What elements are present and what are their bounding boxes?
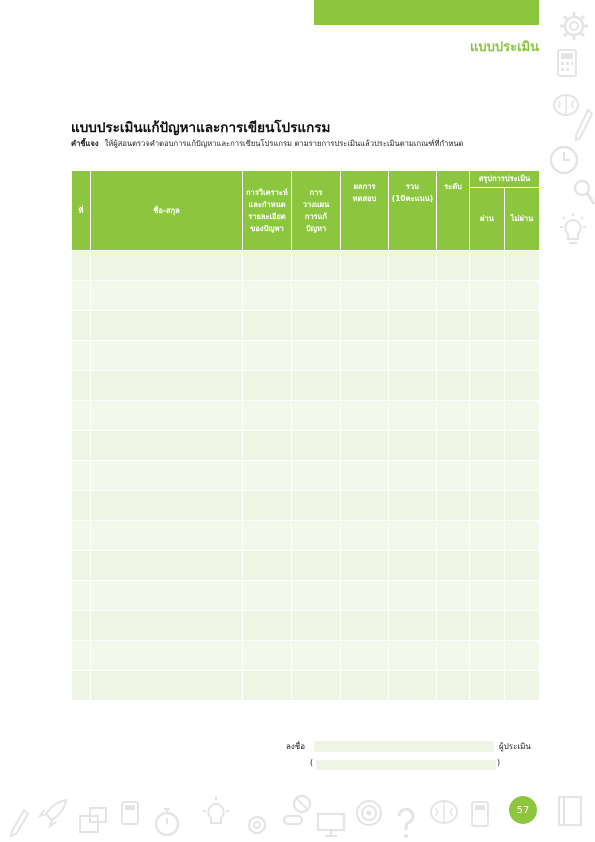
header-total: รวม (10คะแนน) <box>389 171 437 251</box>
table-cell[interactable] <box>72 671 91 701</box>
table-row <box>72 311 540 341</box>
table-cell[interactable] <box>341 521 389 551</box>
table-cell[interactable] <box>505 671 540 701</box>
gear-icon <box>244 812 270 838</box>
table-cell[interactable] <box>91 431 243 461</box>
table-row <box>72 671 540 701</box>
table-cell[interactable] <box>243 251 292 281</box>
table-cell[interactable] <box>437 461 470 491</box>
calculator-icon <box>470 800 490 828</box>
table-cell[interactable] <box>437 431 470 461</box>
table-cell[interactable] <box>292 551 341 581</box>
table-row <box>72 551 540 581</box>
table-cell[interactable] <box>470 581 505 611</box>
table-cell[interactable] <box>91 251 243 281</box>
table-cell[interactable] <box>91 491 243 521</box>
table-cell[interactable] <box>470 671 505 701</box>
table-row <box>72 641 540 671</box>
table-row <box>72 251 540 281</box>
header-planning: การ วางแผน การแก้ ปัญหา <box>292 171 341 251</box>
header-pass: ผ่าน <box>470 188 505 251</box>
table-cell[interactable] <box>437 281 470 311</box>
table-cell[interactable] <box>437 371 470 401</box>
table-cell[interactable] <box>91 641 243 671</box>
table-cell[interactable] <box>505 611 540 641</box>
table-cell[interactable] <box>505 401 540 431</box>
table-cell[interactable] <box>437 671 470 701</box>
table-cell[interactable] <box>72 251 91 281</box>
table-cell[interactable] <box>437 521 470 551</box>
signature-label: ลงชื่อ <box>286 742 306 751</box>
section-label: แบบประเมิน <box>470 40 539 55</box>
table-cell[interactable] <box>243 551 292 581</box>
table-row <box>72 281 540 311</box>
table-body <box>72 251 540 701</box>
table-cell[interactable] <box>292 251 341 281</box>
table-row <box>72 401 540 431</box>
stopwatch-icon <box>152 806 182 838</box>
table-cell[interactable] <box>470 371 505 401</box>
table-cell[interactable] <box>243 311 292 341</box>
table-cell[interactable] <box>341 611 389 641</box>
table-row <box>72 491 540 521</box>
table-cell[interactable] <box>243 341 292 371</box>
table-cell[interactable] <box>470 341 505 371</box>
printed-name-line <box>0 758 595 772</box>
signature-line <box>0 740 595 754</box>
evaluator-role-label: ผู้ประเมิน <box>499 742 531 751</box>
table-cell[interactable] <box>437 341 470 371</box>
table-row <box>72 371 540 401</box>
table-cell[interactable] <box>72 311 91 341</box>
table-cell[interactable] <box>243 371 292 401</box>
table-cell[interactable] <box>341 251 389 281</box>
page-title: แบบประเมินแก้ปัญหาและการเขียนโปรแกรม <box>71 120 331 136</box>
table-cell[interactable] <box>437 551 470 581</box>
table-cell[interactable] <box>72 341 91 371</box>
table-cell[interactable] <box>243 611 292 641</box>
table-cell[interactable] <box>341 551 389 581</box>
paren-open: ( <box>310 758 314 767</box>
printed-name-field[interactable] <box>316 760 496 770</box>
table-cell[interactable] <box>243 581 292 611</box>
table-cell[interactable] <box>292 281 341 311</box>
table-cell[interactable] <box>72 581 91 611</box>
header-no: ที่ <box>72 171 91 251</box>
table-cell[interactable] <box>91 281 243 311</box>
table-cell[interactable] <box>91 341 243 371</box>
table-cell[interactable] <box>243 671 292 701</box>
header-fail: ไม่ผ่าน <box>505 188 540 251</box>
table-cell[interactable] <box>470 311 505 341</box>
pencil-icon <box>8 808 30 838</box>
table-cell[interactable] <box>91 461 243 491</box>
table-cell[interactable] <box>389 671 437 701</box>
table-cell[interactable] <box>72 521 91 551</box>
table-cell[interactable] <box>470 551 505 581</box>
table-cell[interactable] <box>389 461 437 491</box>
table-cell[interactable] <box>91 371 243 401</box>
table-cell[interactable] <box>292 491 341 521</box>
table-cell[interactable] <box>72 401 91 431</box>
table-cell[interactable] <box>292 401 341 431</box>
table-cell[interactable] <box>505 521 540 551</box>
table-cell[interactable] <box>437 491 470 521</box>
table-cell[interactable] <box>437 611 470 641</box>
table-cell[interactable] <box>389 551 437 581</box>
table-cell[interactable] <box>470 641 505 671</box>
table-cell[interactable] <box>243 521 292 551</box>
table-cell[interactable] <box>341 581 389 611</box>
table-cell[interactable] <box>341 431 389 461</box>
table-cell[interactable] <box>505 641 540 671</box>
table-cell[interactable] <box>292 341 341 371</box>
table-cell[interactable] <box>91 611 243 641</box>
clock-icon <box>548 144 580 176</box>
table-cell[interactable] <box>341 641 389 671</box>
pill-icon <box>280 794 314 830</box>
table-cell[interactable] <box>505 491 540 521</box>
instructions-lead: คำชี้แจง <box>71 139 99 148</box>
page-number-badge: 57 <box>509 796 537 824</box>
table-cell[interactable] <box>470 521 505 551</box>
table-cell[interactable] <box>437 311 470 341</box>
header-name: ชื่อ-สกุล <box>91 171 243 251</box>
table-cell[interactable] <box>341 371 389 401</box>
header-summary: สรุปการประเมิน <box>470 171 540 188</box>
table-row <box>72 431 540 461</box>
table-cell[interactable] <box>341 311 389 341</box>
table-cell[interactable] <box>243 401 292 431</box>
header-level: ระดับ <box>437 171 470 251</box>
table-cell[interactable] <box>72 461 91 491</box>
table-cell[interactable] <box>389 371 437 401</box>
instructions-text: ให้ผู้สอนตรวจคำตอบการแก้ปัญหาและการเขียนโปรแกรม ตามรายการประเมินแล้วประเมินตามเกณฑ์ที่กำหนด <box>104 139 464 148</box>
table-cell[interactable] <box>470 611 505 641</box>
table-cell[interactable] <box>470 251 505 281</box>
table-cell[interactable] <box>389 491 437 521</box>
magnifier-icon <box>572 178 595 208</box>
table-cell[interactable] <box>389 431 437 461</box>
table-cell[interactable] <box>505 431 540 461</box>
table-cell[interactable] <box>389 581 437 611</box>
table-cell[interactable] <box>505 551 540 581</box>
table-cell[interactable] <box>437 641 470 671</box>
monitor-icon <box>316 812 346 838</box>
table-cell[interactable] <box>72 281 91 311</box>
table-cell[interactable] <box>470 491 505 521</box>
table-cell[interactable] <box>292 311 341 341</box>
table-cell[interactable] <box>72 551 91 581</box>
table-cell[interactable] <box>505 311 540 341</box>
table-cell[interactable] <box>72 611 91 641</box>
table-cell[interactable] <box>389 251 437 281</box>
question-icon <box>394 806 418 840</box>
table-cell[interactable] <box>91 521 243 551</box>
header-analysis: การวิเคราะห์ และกำหนด รายละเอียด ของปัญหา <box>243 171 292 251</box>
table-cell[interactable] <box>505 251 540 281</box>
book-icon <box>556 794 586 830</box>
table-cell[interactable] <box>72 641 91 671</box>
table-cell[interactable] <box>341 341 389 371</box>
table-cell[interactable] <box>505 341 540 371</box>
table-cell[interactable] <box>341 671 389 701</box>
lightbulb-icon <box>200 796 232 832</box>
table-cell[interactable] <box>292 671 341 701</box>
table-cell[interactable] <box>292 521 341 551</box>
table-cell[interactable] <box>470 401 505 431</box>
table-cell[interactable] <box>243 281 292 311</box>
instructions <box>71 138 541 150</box>
table-cell[interactable] <box>292 371 341 401</box>
table-cell[interactable] <box>470 281 505 311</box>
table-row <box>72 341 540 371</box>
target-icon <box>354 798 384 828</box>
table-cell[interactable] <box>72 491 91 521</box>
table-cell[interactable] <box>72 371 91 401</box>
table-cell[interactable] <box>243 431 292 461</box>
table-cell[interactable] <box>389 341 437 371</box>
evaluation-table <box>71 170 540 701</box>
gear-icon <box>558 10 590 42</box>
table-cell[interactable] <box>505 281 540 311</box>
table-cell[interactable] <box>389 521 437 551</box>
table-cell[interactable] <box>341 461 389 491</box>
table-cell[interactable] <box>470 431 505 461</box>
table-cell[interactable] <box>243 491 292 521</box>
table-cell[interactable] <box>505 581 540 611</box>
table-row <box>72 521 540 551</box>
table-cell[interactable] <box>389 641 437 671</box>
table-cell[interactable] <box>341 281 389 311</box>
table-cell[interactable] <box>341 491 389 521</box>
table-cell[interactable] <box>292 431 341 461</box>
table-cell[interactable] <box>91 671 243 701</box>
paren-close: ) <box>497 758 501 767</box>
table-cell[interactable] <box>292 641 341 671</box>
table-row <box>72 611 540 641</box>
lightbulb-icon <box>556 212 590 248</box>
table-cell[interactable] <box>292 611 341 641</box>
calculator-icon <box>76 806 110 836</box>
table-cell[interactable] <box>72 431 91 461</box>
table-cell[interactable] <box>91 551 243 581</box>
table-cell[interactable] <box>437 251 470 281</box>
table-cell[interactable] <box>389 401 437 431</box>
table-cell[interactable] <box>91 401 243 431</box>
signature-field[interactable] <box>314 741 494 752</box>
table-cell[interactable] <box>91 581 243 611</box>
table-cell[interactable] <box>91 311 243 341</box>
table-cell[interactable] <box>505 461 540 491</box>
table-cell[interactable] <box>292 581 341 611</box>
brain-icon <box>428 798 460 826</box>
table-cell[interactable] <box>292 461 341 491</box>
table-row <box>72 461 540 491</box>
table-cell[interactable] <box>243 461 292 491</box>
table-cell[interactable] <box>437 581 470 611</box>
calculator-icon <box>120 800 140 826</box>
table-row <box>72 581 540 611</box>
pencil-icon <box>574 108 594 142</box>
table-cell[interactable] <box>505 371 540 401</box>
table-cell[interactable] <box>389 311 437 341</box>
rocket-icon <box>36 796 70 830</box>
header-testing: ผลการ ทดสอบ <box>341 171 389 251</box>
table-cell[interactable] <box>470 461 505 491</box>
table-cell[interactable] <box>437 401 470 431</box>
table-cell[interactable] <box>389 281 437 311</box>
calculator-icon <box>556 48 578 78</box>
table-cell[interactable] <box>243 641 292 671</box>
header-accent-bar <box>314 0 539 25</box>
table-cell[interactable] <box>389 611 437 641</box>
table-cell[interactable] <box>341 401 389 431</box>
